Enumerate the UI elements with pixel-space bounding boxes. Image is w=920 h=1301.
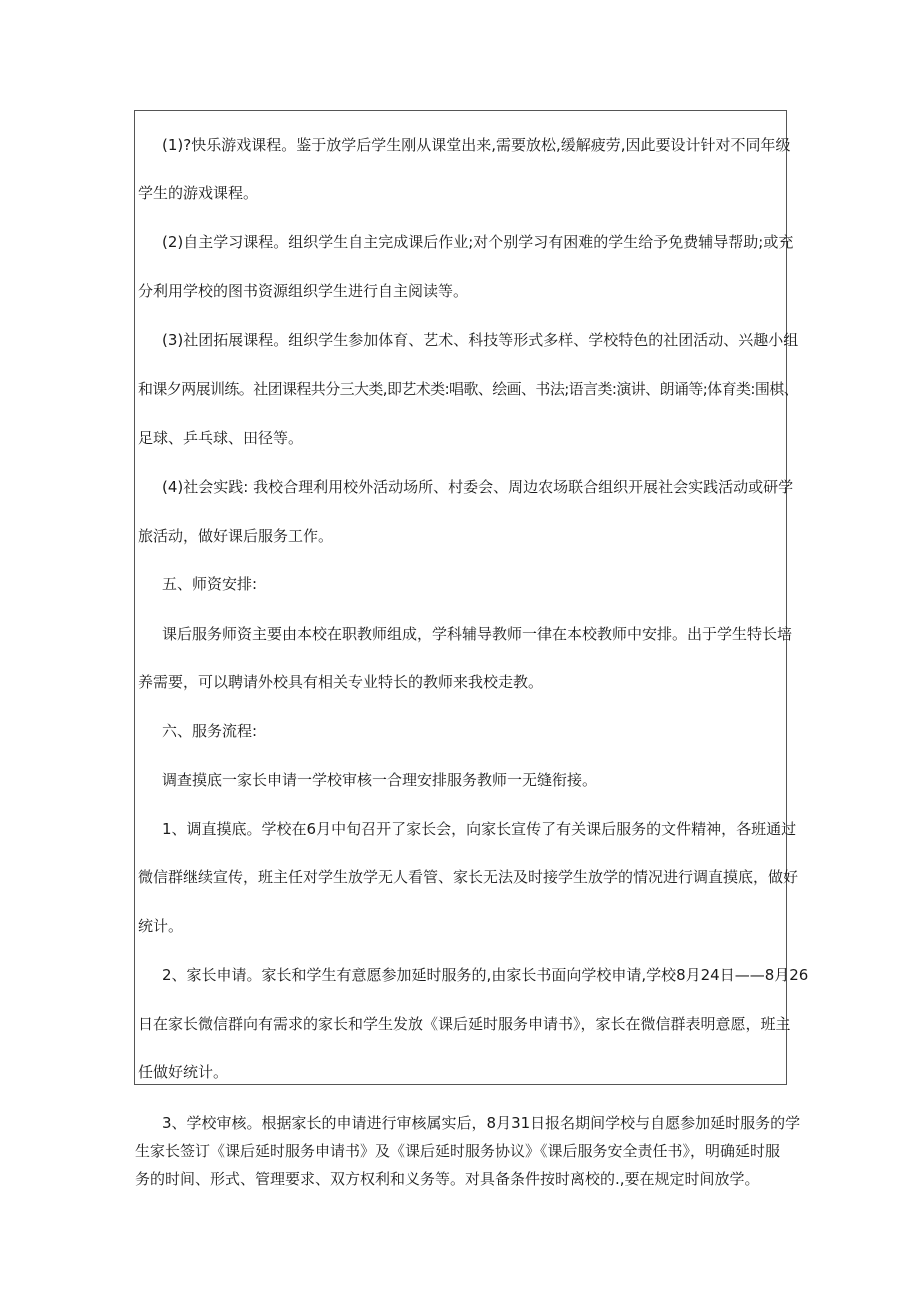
table-line-18: 2、家长申请。家长和学生有意愿参加延时服务的,由家长书面向学校申请,学校8月24日——8月26 [162,966,809,984]
table-line-11: 课后服务师资主要由本校在职教师组成，学科辅导教师一律在本校教师中安排。出于学生特长培 [162,625,793,643]
table-frame [134,110,809,1085]
table-line-1: (1)?快乐游戏课程。鉴于放学后学生刚从课堂出来,需要放松,缓解疲劳,因此要设计针对不同年级 [162,136,791,154]
table-line-17: 统计。 [138,917,184,935]
table-line-6: 和课夕两展训练。社团课程共分三大类,即艺术类:唱歌、绘画、书法;语言类:演讲、朗诵等;体育类:围棋、 [138,380,799,398]
body-line-3: 务的时间、形式、管理要求、双方权利和义务等。对具备条件按时离校的.,要在规定时间放学。 [135,1170,760,1188]
table-line-4: 分利用学校的图书资源组织学生进行自主阅读等。 [138,282,469,300]
table-line-20: 任做好统计。 [138,1063,229,1081]
table-line-14: 调查摸底一家长申请一学校审核一合理安排服务教师一无缝衔接。 [162,771,598,789]
body-line-1: 3、学校审核。根据家长的申请进行审核属实后，8月31日报名期间学校与自愿参加延时服务的学 [162,1114,801,1132]
table-line-19: 日在家长微信群向有需求的家长和学生发放《课后延时服务申请书》，家长在微信群表明意愿，班主 [138,1015,791,1033]
table-line-7: 足球、乒乓球、田径等。 [138,429,304,447]
section-heading-5: 五、师资安排: [162,575,258,593]
table-line-2: 学生的游戏课程。 [138,184,259,202]
table-line-15: 1、调直摸底。学校在6月中旬召开了家长会，向家长宣传了有关课后服务的文件精神，各班通过 [162,820,797,838]
table-line-8: (4)社会实践: 我校合理利用校外活动场所、村委会、周边农场联合组织开展社会实践活动或研学 [162,478,794,496]
body-line-2: 生家长签订《课后延时服务申请书》及《课后延时服务协议》《课后服务安全责任书》，明确延时服 [135,1142,781,1160]
table-line-16: 微信群继续宣传，班主任对学生放学无人看管、家长无法及时接学生放学的情况进行调直摸底，做好 [138,868,799,886]
table-line-12: 养需要，可以聘请外校具有相关专业特长的教师来我校走教。 [138,673,544,691]
section-heading-6: 六、服务流程: [162,722,258,740]
table-line-9: 旅活动，做好课后服务工作。 [138,527,334,545]
table-line-3: (2)自主学习课程。组织学生自主完成课后作业;对个别学习有困难的学生给予免费辅导帮助;或充 [162,233,794,251]
table-line-5: (3)社团拓展课程。组织学生参加体育、艺术、科技等形式多样、学校特色的社团活动、兴趣小组 [162,331,799,349]
